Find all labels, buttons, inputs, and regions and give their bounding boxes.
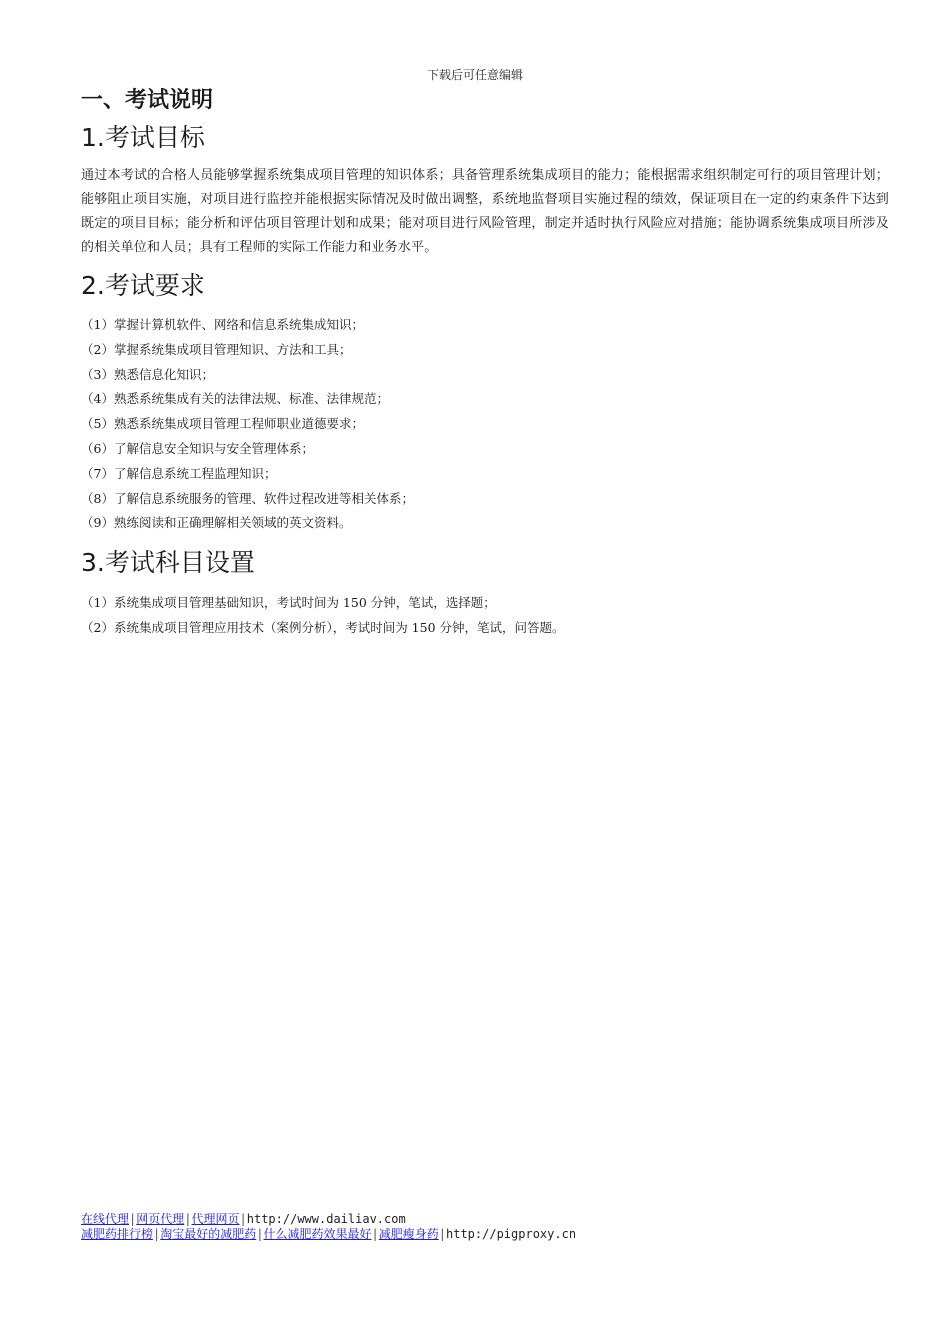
footer-separator: | xyxy=(153,1227,161,1241)
list-item: （6）了解信息安全知识与安全管理体系； xyxy=(81,440,314,456)
main-title: 一、考试说明 xyxy=(81,88,214,113)
list-item: （7）了解信息系统工程监理知识； xyxy=(81,465,277,481)
footer-separator: | xyxy=(184,1212,192,1226)
exam-goal-paragraph: 通过本考试的合格人员能够掌握系统集成项目管理的知识体系；具备管理系统集成项目的能力；能根据需求组织制定可行的项目管理计划；能够阻止项目实施，对项目进行监控并能根据实际情况及时做出调整，系统地监督项目实施过程的绩效，保证项目在一定的约束条件下达到既定的项目目标；能分析和评估项目管理计划和成果；能对项目进行风险管理，制定并适时执行风险应对措施；能协调系统集成项目所涉及的相关单位和人员；具有工程师的实际工作能力和业务水平。 xyxy=(81,168,889,255)
list-item: （1）掌握计算机软件、网络和信息系统集成知识； xyxy=(81,317,364,332)
list-item: （5）熟悉系统集成项目管理工程师职业道德要求； xyxy=(81,416,364,432)
footer-links xyxy=(81,1212,576,1242)
footer-link-slimming[interactable]: 减肥瘦身药 xyxy=(378,1227,439,1241)
list-item: （2）系统集成项目管理应用技术（案例分析），考试时间为 150 分钟，笔试，问答题。 xyxy=(81,619,565,635)
footer-link-web-proxy[interactable]: 网页代理 xyxy=(136,1212,185,1226)
document-body xyxy=(81,86,889,641)
list-item: （9）熟练阅读和正确理解相关领域的英文资料。 xyxy=(81,515,352,531)
section-title-exam-goal: 1.考试目标 xyxy=(81,123,205,152)
list-item: （4）熟悉系统集成有关的法律法规、标准、法律规范； xyxy=(81,391,389,407)
header-note: 下载后可任意编辑 xyxy=(426,68,523,82)
footer-line-1 xyxy=(81,1212,576,1227)
list-item: （3）熟悉信息化知识； xyxy=(81,366,214,382)
footer-separator: | xyxy=(371,1227,379,1241)
footer-link-best-diet[interactable]: 什么减肥药效果最好 xyxy=(263,1227,372,1241)
section-title-exam-requirements: 2.考试要求 xyxy=(81,271,205,300)
section-title-exam-subjects: 3.考试科目设置 xyxy=(81,548,255,578)
footer-link-online-proxy[interactable]: 在线代理 xyxy=(81,1212,130,1226)
footer-link-taobao-diet[interactable]: 淘宝最好的减肥药 xyxy=(160,1227,257,1241)
subjects-list xyxy=(81,591,889,641)
list-item: （1）系统集成项目管理基础知识，考试时间为 150 分钟，笔试，选择题； xyxy=(81,595,496,611)
list-item: （2）掌握系统集成项目管理知识、方法和工具； xyxy=(81,341,352,357)
footer-link-proxy-web[interactable]: 代理网页 xyxy=(191,1212,240,1226)
list-item: （8）了解信息系统服务的管理、软件过程改进等相关体系； xyxy=(81,490,414,506)
footer-link-diet-ranking[interactable]: 减肥药排行榜 xyxy=(81,1227,154,1241)
footer-separator: | xyxy=(256,1227,264,1241)
footer-url-2: http://pigproxy.cn xyxy=(446,1227,577,1241)
footer-separator: | xyxy=(129,1212,137,1226)
footer-line-2 xyxy=(81,1227,576,1242)
footer-separator: | xyxy=(239,1212,247,1226)
footer-separator: | xyxy=(438,1227,446,1241)
requirements-list xyxy=(81,313,889,536)
footer-url-1: http://www.dailiav.com xyxy=(246,1212,406,1226)
